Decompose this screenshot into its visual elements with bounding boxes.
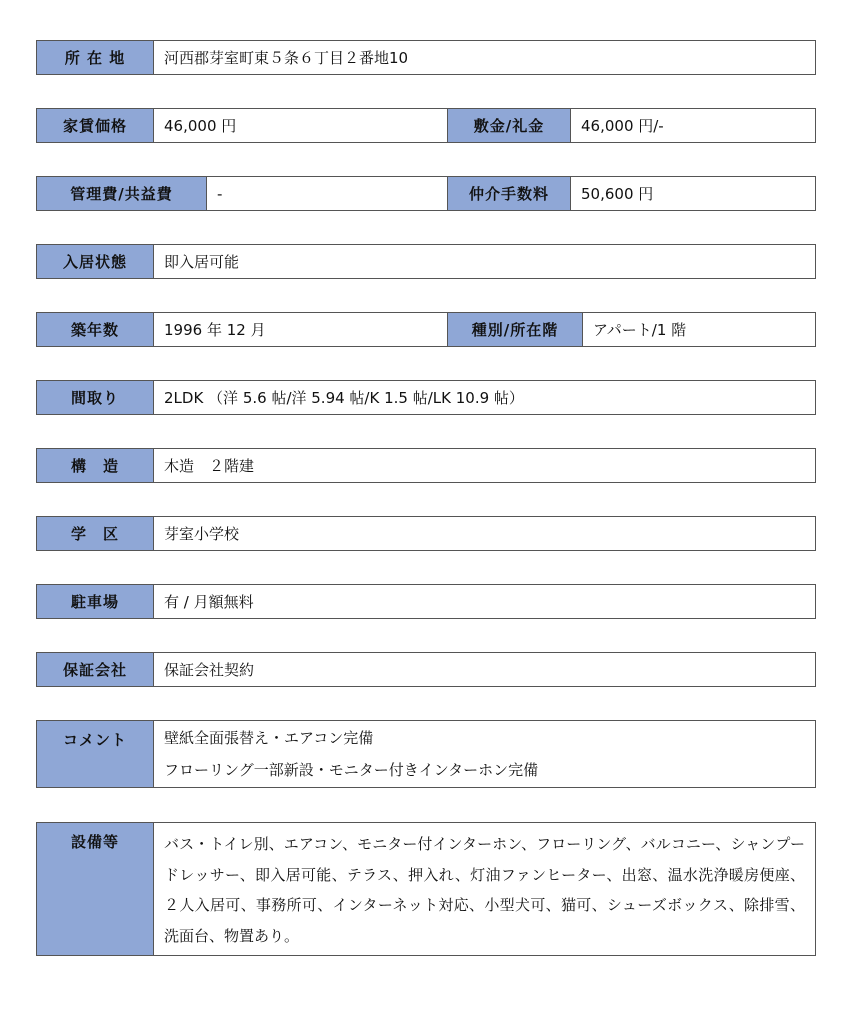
type-floor-label: 種別/所在階 — [448, 313, 583, 346]
rent-row — [36, 108, 816, 143]
move-in-row — [36, 244, 816, 279]
move-in-value: 即入居可能 — [164, 253, 240, 271]
layout-value: 2LDK （洋 5.6 帖/洋 5.94 帖/K 1.5 帖/LK 10.9 帖） — [164, 389, 524, 407]
comment-row — [36, 720, 816, 788]
parking-label: 駐車場 — [37, 585, 154, 618]
school-label: 学 区 — [37, 517, 154, 550]
built-year-label: 築年数 — [37, 313, 154, 346]
rent-value: 46,000 円 — [154, 109, 448, 142]
equipment-value: バス・トイレ別、エアコン、モニター付インターホン、フローリング、バルコニー、シャンプードレッサー、即入居可能、テラス、押入れ、灯油ファンヒーター、出窓、温水洗浄暖房便座、２人入居可、事務所可、インターネット対応、小型犬可、猫可、シューズボックス、除排雪、洗面台、物置あり。 — [164, 835, 805, 945]
address-row — [36, 40, 816, 75]
rent-label: 家賃価格 — [37, 109, 154, 142]
structure-value: 木造 ２階建 — [164, 457, 255, 475]
layout-label: 間取り — [37, 381, 154, 414]
guarantor-value: 保証会社契約 — [164, 661, 255, 679]
equipment-row — [36, 822, 816, 956]
address-label: 所 在 地 — [37, 41, 154, 74]
built-row — [36, 312, 816, 347]
comment-line: フローリング一部新設・モニター付きインターホン完備 — [164, 761, 539, 779]
deposit-label: 敷金/礼金 — [448, 109, 571, 142]
school-value: 芽室小学校 — [164, 525, 240, 543]
guarantor-row — [36, 652, 816, 687]
management-fee-value: - — [207, 177, 448, 210]
brokerage-fee-value: 50,600 円 — [581, 185, 654, 203]
parking-value: 有 / 月額無料 — [164, 593, 254, 611]
comment-value — [154, 721, 815, 787]
guarantor-label: 保証会社 — [37, 653, 154, 686]
structure-label: 構 造 — [37, 449, 154, 482]
comment-line: 壁紙全面張替え・エアコン完備 — [164, 729, 374, 747]
type-floor-value: アパート/1 階 — [593, 321, 687, 339]
parking-row — [36, 584, 816, 619]
equipment-label: 設備等 — [37, 823, 154, 955]
school-row — [36, 516, 816, 551]
address-value: 河西郡芽室町東５条６丁目２番地10 — [164, 49, 409, 67]
fees-row — [36, 176, 816, 211]
move-in-label: 入居状態 — [37, 245, 154, 278]
built-year-value: 1996 年 12 月 — [154, 313, 448, 346]
structure-row — [36, 448, 816, 483]
layout-row — [36, 380, 816, 415]
comment-label: コメント — [37, 721, 154, 787]
deposit-value: 46,000 円/- — [581, 117, 664, 135]
brokerage-fee-label: 仲介手数料 — [448, 177, 571, 210]
management-fee-label: 管理費/共益費 — [37, 177, 207, 210]
